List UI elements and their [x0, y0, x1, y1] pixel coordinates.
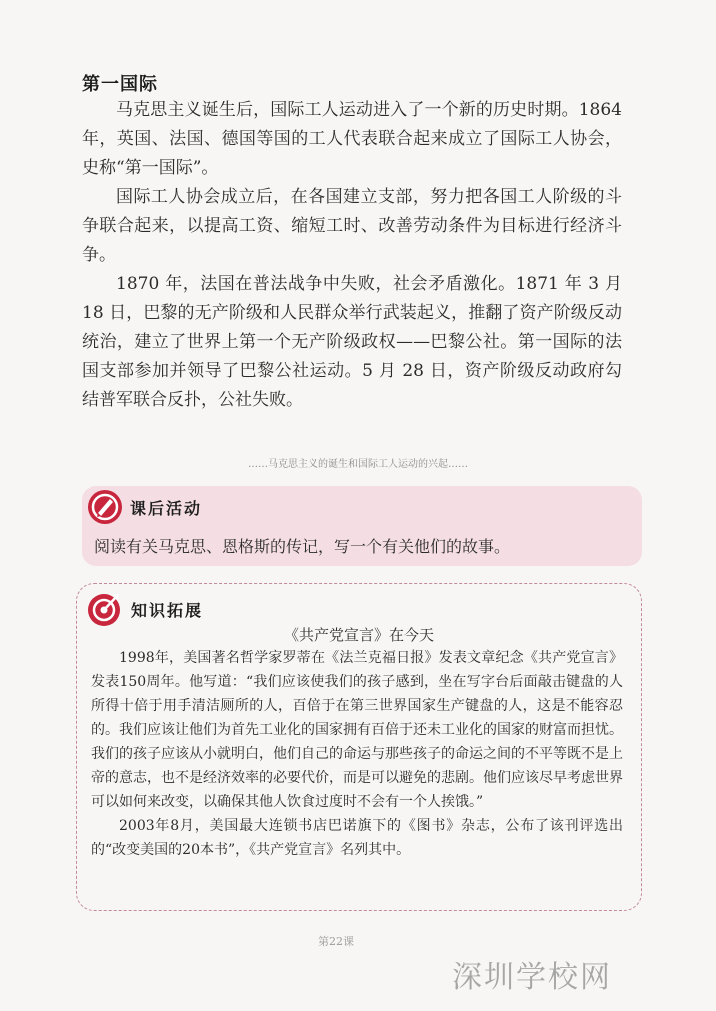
activity-title: 课后活动 [130, 499, 203, 518]
body-paragraph: 国际工人协会成立后，在各国建立支部，努力把各国工人阶级的斗争联合起来，以提高工资、缩短工时、改善劳动条件为目标进行经济斗争。 [82, 187, 622, 265]
body-paragraph: 马克思主义诞生后，国际工人运动进入了一个新的历史时期。1864 年，英国、法国、德国等国的工人代表联合起来成立了国际工人协会，史称“第一国际”。 [82, 100, 622, 178]
activity-box [82, 486, 642, 566]
running-footer: ……马克思主义的诞生和国际工人运动的兴起…… [248, 459, 468, 470]
pencil-circle-icon [86, 488, 124, 526]
target-arrow-icon [85, 590, 123, 628]
activity-text: 阅读有关马克思、恩格斯的传记，写一个有关他们的故事。 [94, 537, 511, 556]
knowledge-title: 知识拓展 [131, 601, 204, 620]
knowledge-paragraph: 1998年，美国著名哲学家罗蒂在《法兰克福日报》发表文章纪念《共产党宣言》发表150周年。他写道：“我们应该使我们的孩子感到，坐在写字台后面敲击键盘的人所得十倍于用手清洁厕所的人，百倍于在第三世界国家生产键盘的人，这是不能容忍的。我们应该让他们为首先工业化的国家拥有百倍于还未工业化的国家的财富而担忧。我们的孩子应该从小就明白，他们自己的命运与那些孩子的命运之间的不平等既不是上帝的意志，也不是经济效率的必要代价，而是可以避免的悲剧。他们应该尽早考虑世界可以如何来改变，以确保其他人饮食过度时不会有一个人挨饿。” [91, 650, 623, 810]
section-body [82, 96, 622, 415]
knowledge-subtitle: 《共产党宣言》在今天 [283, 626, 434, 644]
knowledge-body [91, 646, 623, 862]
body-paragraph: 1870 年，法国在普法战争中失败，社会矛盾激化。1871 年 3 月 18 日，巴黎的无产阶级和人民群众举行武装起义，推翻了资产阶级反动统治，建立了世界上第一个无产阶级政权——巴黎公社。第一国际的法国支部参加并领导了巴黎公社运动。5 月 28 日，资产阶级反动政府勾结普军联合反扑，公社失败。 [82, 274, 622, 410]
knowledge-paragraph: 2003年8月，美国最大连锁书店巴诺旗下的《图书》杂志，公布了该刊评选出的“改变美国的20本书”，《共产党宣言》名列其中。 [91, 818, 623, 858]
knowledge-box [76, 583, 642, 911]
section-title: 第一国际 [82, 74, 158, 95]
watermark: 深圳学校网 [452, 960, 612, 995]
page-number: 第22课 [318, 935, 354, 948]
